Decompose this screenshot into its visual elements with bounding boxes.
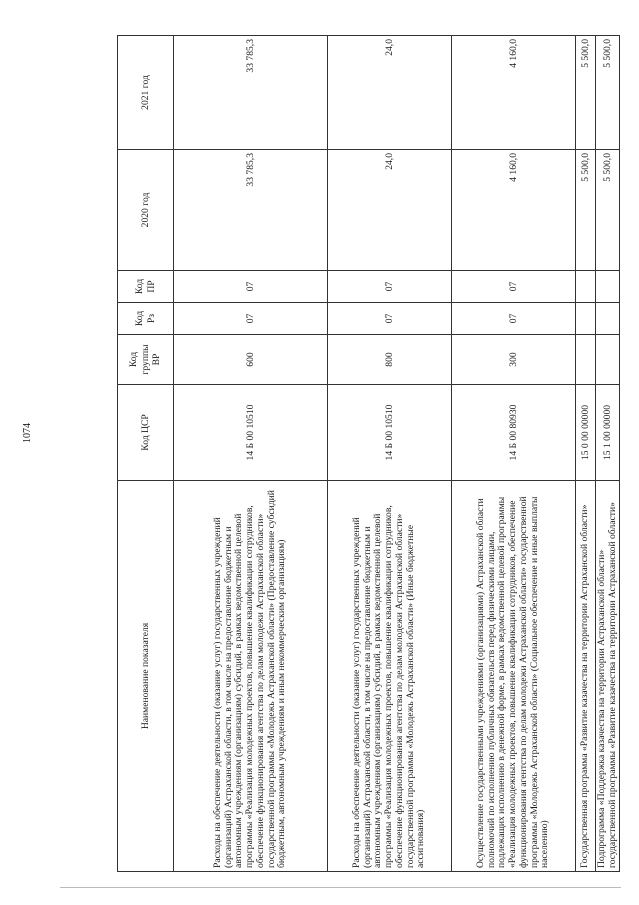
cell-2021: 5 500,0	[596, 36, 620, 150]
cell-2020: 4 160,0	[452, 150, 576, 271]
cell-vr	[596, 335, 620, 385]
table-row	[174, 36, 328, 872]
cell-rz: 07	[328, 303, 452, 335]
table-header-row	[118, 36, 174, 872]
cell-name: Подпрограмма «Поддержка казачества на территории Астраханской области» государственной программы «Развитие казачества на территории Астраханской области»	[596, 481, 620, 872]
cell-name: Расходы на обеспечение деятельности (оказание услуг) государственных учреждений (организаций) Астраханской области, в том числе на предоставление бюджетным и автономным учреждениям (организациям) субсидий, в рамках ведомственной целевой программы «Реализация молодежных проектов, повышение квалификации сотрудников, обеспечение функционирования агентства по делам молодежи Астраханской области» государственной программы «Молодежь Астраханской области» (Иные бюджетные ассигнования)	[328, 481, 452, 872]
table-row	[596, 36, 620, 872]
cell-rz	[596, 303, 620, 335]
cell-pr	[596, 271, 620, 303]
cell-2020: 24,0	[328, 150, 452, 271]
cell-2021: 24,0	[328, 36, 452, 150]
cell-pr: 07	[452, 271, 576, 303]
cell-pr	[576, 271, 596, 303]
cell-rz: 07	[452, 303, 576, 335]
cell-rz	[576, 303, 596, 335]
cell-csr: 14 Б 00 10510	[174, 385, 328, 481]
cell-vr: 800	[328, 335, 452, 385]
header-name: Наименование показателя	[118, 481, 174, 872]
cell-name: Осуществление государственными учреждениями (организациями) Астраханской области полномочий по исполнению публичных обязательств перед физическими лицами, подлежащих исполнению в денежной форме, в рамках ведомственной целевой программы «Реализация молодежных проектов, повышение квалификации сотрудников, обеспечение функционирования агентства по делам молодежи Астраханской области» государственной программы «Молодежь Астраханской области» (Социальное обеспечение и иные выплаты населению)	[452, 481, 576, 872]
header-rz: Код Рз	[118, 303, 174, 335]
cell-csr: 14 Б 00 10510	[328, 385, 452, 481]
cell-vr: 300	[452, 335, 576, 385]
header-csr: Код ЦСР	[118, 385, 174, 481]
cell-2020: 5 500,0	[576, 150, 596, 271]
cell-vr: 600	[174, 335, 328, 385]
cell-name: Расходы на обеспечение деятельности (оказание услуг) государственных учреждений (организаций) Астраханской области, в том числе на предоставление бюджетным и автономным учреждениям (организациям) субсидий, в рамках ведомственной целевой программы «Реализация молодежных проектов, повышение квалификации сотрудников, обеспечение функционирования агентства по делам молодежи Астраханской области» государственной программы «Молодежь Астраханской области» (Предоставление субсидий бюджетным, автономным учреждениям и иным некоммерческим организациям)	[174, 481, 328, 872]
cell-2020: 5 500,0	[596, 150, 620, 271]
cell-2021: 4 160,0	[452, 36, 576, 150]
budget-table	[117, 35, 620, 872]
header-vr: Код группы ВР	[118, 335, 174, 385]
cell-2021: 5 500,0	[576, 36, 596, 150]
cell-csr: 14 Б 00 80930	[452, 385, 576, 481]
cell-pr: 07	[328, 271, 452, 303]
cell-csr: 15 1 00 00000	[596, 385, 620, 481]
cell-pr: 07	[174, 271, 328, 303]
table-row	[576, 36, 596, 872]
header-pr: Код ПР	[118, 271, 174, 303]
cell-csr: 15 0 00 00000	[576, 385, 596, 481]
page-number: 1074	[22, 423, 33, 443]
cell-vr	[576, 335, 596, 385]
cell-2021: 33 785,3	[174, 36, 328, 150]
cell-2020: 33 785,3	[174, 150, 328, 271]
header-2021: 2021 год	[118, 36, 174, 150]
page-edge-line	[60, 887, 621, 888]
budget-table-rotated	[117, 36, 618, 872]
cell-rz: 07	[174, 303, 328, 335]
table-row	[452, 36, 576, 872]
header-2020: 2020 год	[118, 150, 174, 271]
cell-name: Государственная программа «Развитие казачества на территории Астраханской области»	[576, 481, 596, 872]
table-row	[328, 36, 452, 872]
